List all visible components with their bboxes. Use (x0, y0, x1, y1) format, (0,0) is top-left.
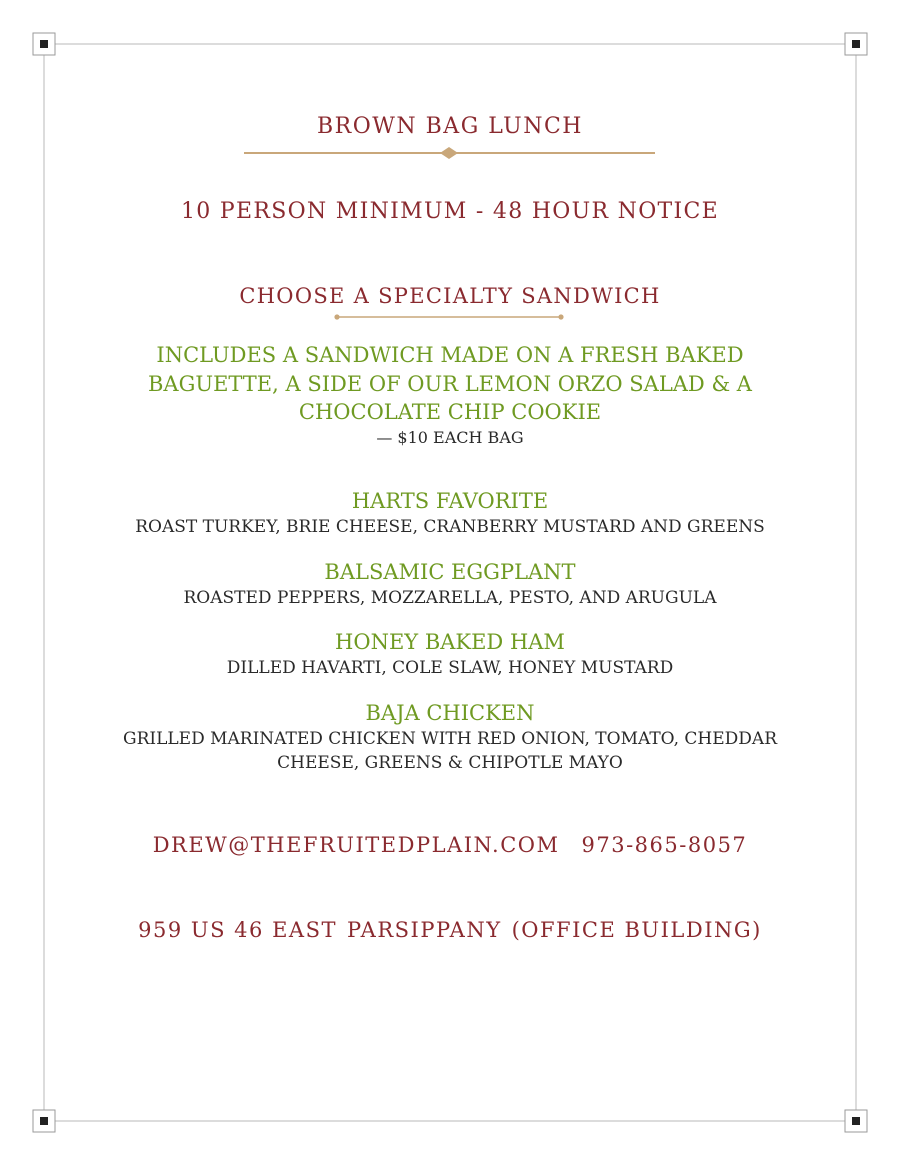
email-link[interactable]: DREW@THEFRUITEDPLAIN.COM (152, 833, 560, 857)
item-description: ROAST TURKEY, BRIE CHEESE, CRANBERRY MUSTARD AND GREENS (135, 517, 765, 537)
item-name: BALSAMIC EGGPLANT (324, 560, 576, 584)
menu-title: BROWN BAG LUNCH (317, 114, 583, 139)
includes-text: INCLUDES A SANDWICH MADE ON A FRESH BAKED BAGUETTE, A SIDE OF OUR LEMON ORZO SALAD & A CHOCOLATE CHIP COOKIE (148, 343, 752, 424)
address-street: 959 US 46 EAST (138, 918, 337, 942)
includes-description (0, 341, 900, 427)
contact-line (0, 833, 900, 857)
item-name: HONEY BAKED HAM (335, 630, 565, 654)
item-description-text: GRILLED MARINATED CHICKEN WITH RED ONION, TOMATO, CHEDDAR CHEESE, GREENS & CHIPOTLE MAYO (122, 729, 778, 773)
item-name: HARTS FAVORITE (351, 489, 549, 513)
phone-number[interactable]: 973-865-8057 (581, 833, 748, 857)
menu-item (0, 630, 900, 680)
corner-ornament-bottom-left (33, 1110, 55, 1132)
item-description: DILLED HAVARTI, COLE SLAW, HONEY MUSTARD (226, 658, 674, 678)
section-divider (334, 314, 563, 319)
item-description (0, 727, 900, 775)
address-building: (OFFICE BUILDING) (511, 918, 762, 942)
price-line: — $10 EACH BAG (376, 428, 524, 447)
menu-item (0, 701, 900, 775)
item-name: BAJA CHICKEN (365, 701, 535, 725)
corner-ornament-bottom-right (845, 1110, 867, 1132)
address-city: PARSIPPANY (346, 918, 502, 942)
section-heading: CHOOSE A SPECIALTY SANDWICH (239, 284, 661, 308)
item-description: ROASTED PEPPERS, MOZZARELLA, PESTO, AND ARUGULA (183, 588, 717, 608)
minimum-notice: 10 PERSON MINIMUM - 48 HOUR NOTICE (181, 199, 719, 224)
menu-item (0, 489, 900, 539)
address-line (0, 918, 900, 942)
menu-item (0, 560, 900, 610)
title-divider (244, 147, 655, 159)
corner-ornament-top-right (845, 33, 867, 55)
corner-ornament-top-left (33, 33, 55, 55)
